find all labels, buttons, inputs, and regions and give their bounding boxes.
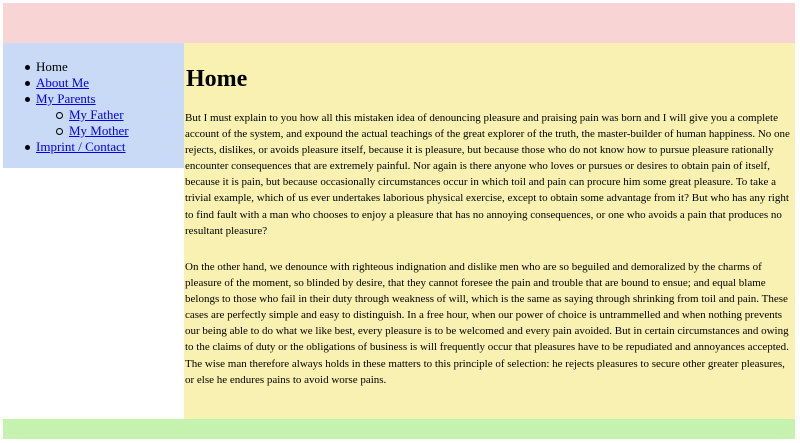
nav-list <box>3 43 184 155</box>
nav-link-my-parents[interactable]: My Parents <box>36 91 96 106</box>
nav-item-imprint-contact <box>3 139 184 155</box>
page-footer <box>3 419 795 439</box>
nav-item-about-me <box>3 75 184 91</box>
nav-sublist-parents <box>36 107 184 139</box>
nav-link-about-me[interactable]: About Me <box>36 75 90 90</box>
nav-link-imprint-contact[interactable]: Imprint / Contact <box>36 139 126 154</box>
nav-item-my-parents <box>3 91 184 139</box>
body-paragraph-1: But I must explain to you how all this mistaken idea of denouncing pleasure and praising pain was born and I will give you a complete account of the system, and expound the actual teachings of the great explorer of the truth, the master-builder of human happiness. No one rejects, dislikes, or avoids pleasure itself, because it is pleasure, but because those who do not know how to pursue pleasure rationally encounter consequences that are extremely painful. Nor again is there anyone who loves or pursues or desires to obtain pain of itself, because it is pain, but because occasionally circumstances occur in which toil and pain can procure him some great pleasure. To take a trivial example, which of us ever undertakes laborious physical exercise, except to obtain some advantage from it? But who has any right to find fault with a man who chooses to enjoy a pleasure that has no annoying consequences, or one who avoids a pain that produces no resultant pleasure? <box>185 112 790 237</box>
nav-subitem-my-mother <box>36 123 184 139</box>
page-header <box>3 3 795 43</box>
nav-item-home-label: Home <box>36 59 68 74</box>
body-paragraph-2: On the other hand, we denounce with righteous indignation and dislike men who are so beguiled and demoralized by the charms of pleasure of the moment, so blinded by desire, that they cannot foresee the pain and trouble that are bound to ensue; and equal blame belongs to those who fail in their duty through weakness of will, which is the same as saying through shrinking from toil and pain. These cases are perfectly simple and easy to distinguish. In a free hour, when our power of choice is untrammelled and when nothing prevents our being able to do what we like best, every pleasure is to be welcomed and every pain avoided. But in certain circumstances and owing to the claims of duty or the obligations of business is will frequently occur that pleasures have to be repudiated and annoyances accepted. The wise man therefore always holds in these matters to this principle of selection: he rejects pleasures to secure other greater pleasures, or else he endures pains to avoid worse pains. <box>185 261 789 386</box>
nav-link-my-mother[interactable]: My Mother <box>69 123 129 138</box>
nav-item-home <box>3 59 184 75</box>
nav-subitem-my-father <box>36 107 184 123</box>
page-title: Home <box>186 66 248 92</box>
main-content <box>184 43 795 419</box>
sidebar-nav <box>3 43 184 168</box>
nav-link-my-father[interactable]: My Father <box>69 107 124 122</box>
